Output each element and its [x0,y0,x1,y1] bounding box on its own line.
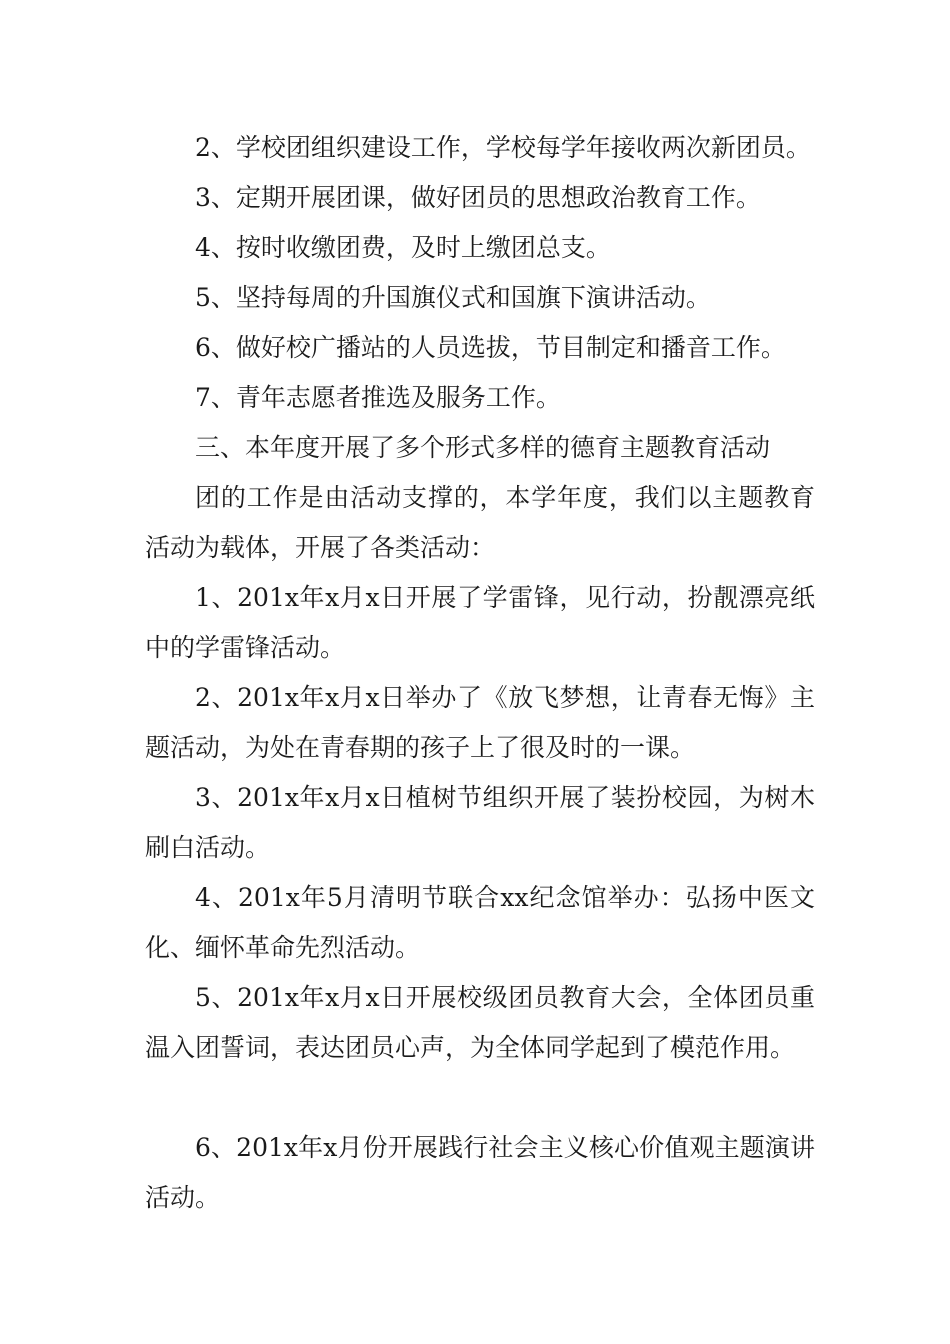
activity-item-5: 5、201x年x月x日开展校级团员教育大会，全体团员重温入团誓词，表达团员心声，为全体同学起到了模范作用。 [145,983,815,1062]
activity-item-4: 4、201x年5月清明节联合xx纪念馆举办：弘扬中医文化、缅怀革命先烈活动。 [145,883,815,962]
paragraph-item-6-broadcast-station: 6、做好校广播站的人员选拔，节目制定和播音工作。 [195,333,786,362]
paragraph-item-5-flag-ceremony: 5、坚持每周的升国旗仪式和国旗下演讲活动。 [195,283,711,312]
paragraph-intro: 团的工作是由活动支撑的，本学年度，我们以主题教育活动为载体，开展了各类活动： [145,483,815,562]
paragraph-item-7-volunteers: 7、青年志愿者推选及服务工作。 [195,383,561,412]
section-heading-3: 三、本年度开展了多个形式多样的德育主题教育活动 [195,433,771,462]
activity-item-6: 6、201x年x月份开展践行社会主义核心价值观主题演讲活动。 [145,1133,815,1212]
paragraph-item-2-league-building: 2、学校团组织建设工作，学校每学年接收两次新团员。 [195,133,811,162]
activity-item-2: 2、201x年x月x日举办了《放飞梦想，让青春无悔》主题活动，为处在青春期的孩子上了很及时的一课。 [145,683,815,762]
activity-item-1: 1、201x年x月x日开展了学雷锋，见行动，扮靓漂亮纸中的学雷锋活动。 [145,583,815,662]
activity-item-3: 3、201x年x月x日植树节组织开展了装扮校园，为树木刷白活动。 [145,783,815,862]
paragraph-item-4-league-dues: 4、按时收缴团费，及时上缴团总支。 [195,233,611,262]
paragraph-item-3-league-lessons: 3、定期开展团课，做好团员的思想政治教育工作。 [195,183,761,212]
